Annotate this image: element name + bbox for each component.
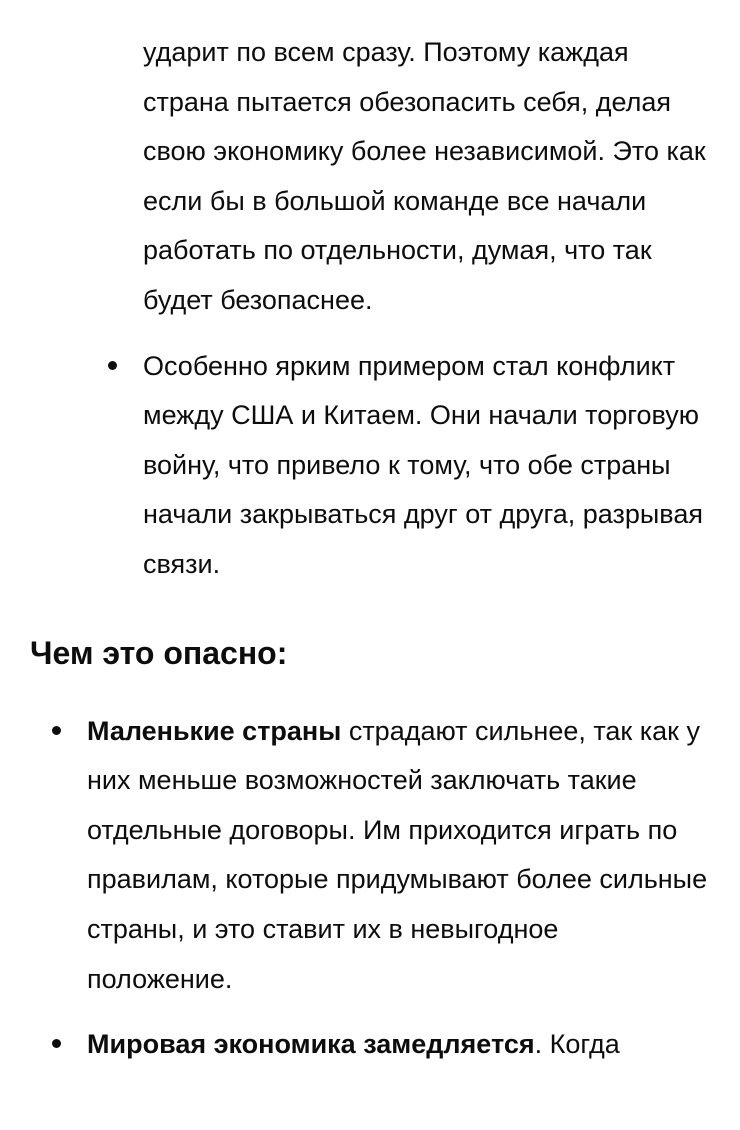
- list-item-text: . Когда: [534, 1029, 620, 1060]
- list-item-text: ударит по всем сразу. Поэтому каждая страна пытается обезопасить себя, делая свою экономику более независимой. Это как если бы в большой команде все начали работать по отдельности, думая, что так будет безопаснее.: [143, 37, 706, 315]
- list-item-bold-text: Мировая экономика замедляется: [87, 1029, 535, 1060]
- nested-bullet-list: [0, 28, 740, 590]
- list-item-continuation: [0, 28, 740, 326]
- list-item-bold-text: Маленькие страны: [87, 715, 342, 746]
- list-item-text: Особенно ярким примером стал конфликт между США и Китаем. Они начали торговую войну, что привело к тому, что обе страны начали закрываться друг от друга, разрывая связи.: [143, 350, 703, 579]
- list-item: [0, 1020, 740, 1070]
- list-item-text: страдают сильнее, так как у них меньше возможностей заключать такие отдельные договоры. Им приходится играть по правилам, которые придумывают более сильные страны, и это ставит их в невыгодное положение.: [87, 715, 708, 994]
- list-item: [0, 342, 740, 590]
- bullet-icon: [108, 361, 117, 370]
- list-item: [0, 707, 740, 1005]
- bullet-icon: [52, 726, 61, 735]
- bullet-list: [0, 707, 740, 1070]
- bullet-icon: [52, 1039, 61, 1048]
- section-heading: Чем это опасно:: [30, 634, 288, 671]
